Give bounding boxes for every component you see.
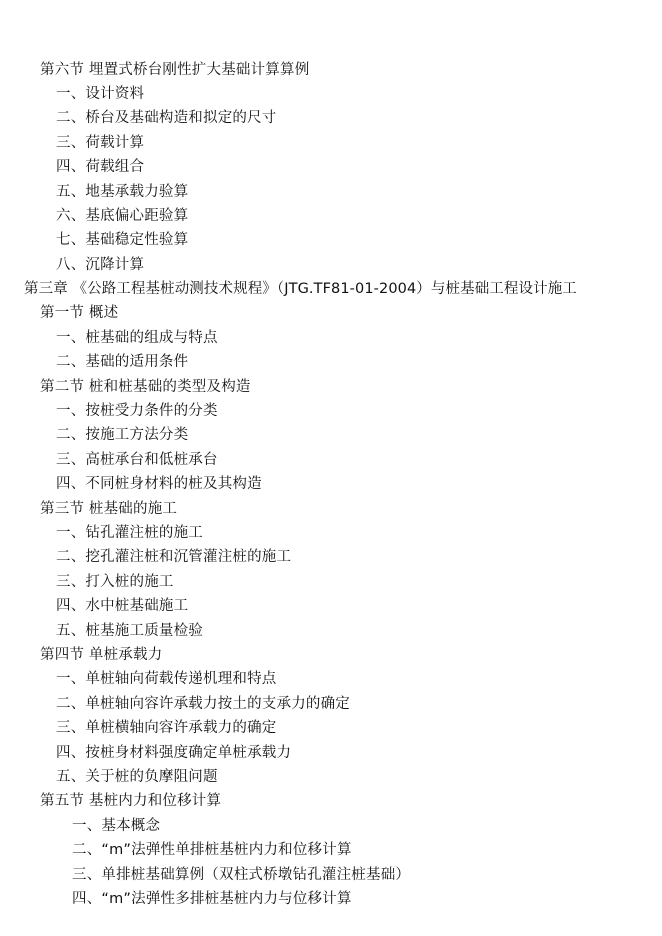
subsection-item: 四、水中桩基础施工 xyxy=(56,598,189,614)
subsection-item: 五、桩基施工质量检验 xyxy=(56,623,203,639)
section-heading: 第五节 基桩内力和位移计算 xyxy=(40,793,222,809)
subsection-item: 一、钻孔灌注桩的施工 xyxy=(56,525,203,541)
subsection-item: 三、单桩横轴向容许承载力的确定 xyxy=(56,720,277,736)
subsection-item: 四、荷载组合 xyxy=(56,159,145,175)
subsection-item: 八、沉降计算 xyxy=(56,257,145,273)
subsection-item: 二、单桩轴向容许承载力按土的支承力的确定 xyxy=(56,696,350,712)
subsection-item: 一、按桩受力条件的分类 xyxy=(56,403,218,419)
subsection-item: 一、设计资料 xyxy=(56,86,145,102)
section-heading: 第四节 单桩承载力 xyxy=(40,647,163,663)
subsection-item: 七、基础稳定性验算 xyxy=(56,232,189,248)
subsection-item: 三、荷载计算 xyxy=(56,135,145,151)
subsection-item: 一、基本概念 xyxy=(72,818,161,834)
subsection-item: 四、不同桩身材料的桩及其构造 xyxy=(56,476,262,492)
subsection-item: 四、按桩身材料强度确定单桩承载力 xyxy=(56,745,292,761)
subsection-item: 一、单桩轴向荷载传递机理和特点 xyxy=(56,671,277,687)
subsection-item: 三、打入桩的施工 xyxy=(56,574,174,590)
subsection-item: 四、“m”法弹性多排桩基桩内力与位移计算 xyxy=(72,891,352,907)
section-heading: 第二节 桩和桩基础的类型及构造 xyxy=(40,379,251,395)
subsection-item: 一、桩基础的组成与特点 xyxy=(56,330,218,346)
subsection-item: 三、高桩承台和低桩承台 xyxy=(56,452,218,468)
subsection-item: 二、“m”法弹性单排桩基桩内力和位移计算 xyxy=(72,842,352,858)
subsection-item: 五、地基承载力验算 xyxy=(56,184,189,200)
chapter-heading: 第三章 《公路工程基桩动测技术规程》（JTG.TF81-01-2004）与桩基础工程设计施工 xyxy=(24,281,577,297)
section-heading: 第六节 埋置式桥台刚性扩大基础计算算例 xyxy=(40,62,310,78)
subsection-item: 二、挖孔灌注桩和沉管灌注桩的施工 xyxy=(56,549,292,565)
subsection-item: 二、桥台及基础构造和拟定的尺寸 xyxy=(56,110,277,126)
section-heading: 第三节 桩基础的施工 xyxy=(40,501,178,517)
subsection-item: 六、基底偏心距验算 xyxy=(56,208,189,224)
subsection-item: 二、基础的适用条件 xyxy=(56,354,189,370)
section-heading: 第一节 概述 xyxy=(40,305,119,321)
subsection-item: 二、按施工方法分类 xyxy=(56,427,189,443)
subsection-item: 三、单排桩基础算例（双柱式桥墩钻孔灌注桩基础） xyxy=(72,867,411,883)
subsection-item: 五、关于桩的负摩阻问题 xyxy=(56,769,218,785)
